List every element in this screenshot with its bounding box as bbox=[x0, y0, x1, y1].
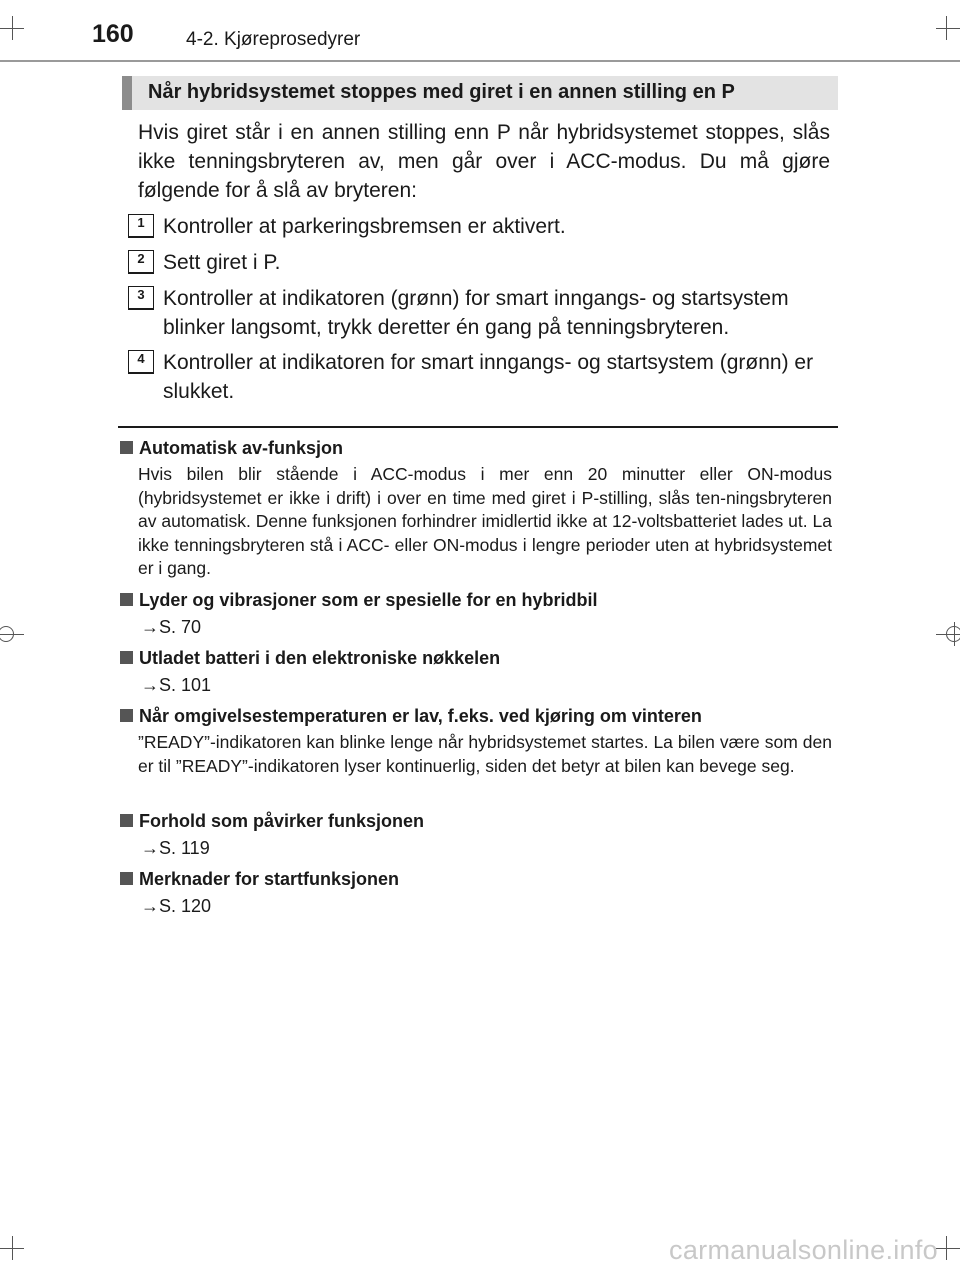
crop-mark bbox=[954, 622, 955, 646]
note-title: Forhold som påvirker funksjonen bbox=[139, 811, 425, 831]
crop-mark bbox=[12, 16, 13, 40]
step-text: Kontroller at indikatoren (grønn) for smart inngangs- og startsystem blinker langsomt, trykk deretter én gang på tenningsbryteren. bbox=[163, 287, 789, 339]
page-number: 160 bbox=[92, 20, 134, 48]
square-bullet-icon bbox=[120, 651, 133, 664]
note-item bbox=[120, 588, 832, 639]
note-body: ”READY”-indikatoren kan blinke lenge når hybridsystemet startes. La bilen være som den er til ”READY”-indikatoren lyser kontinuerlig, siden det betyr at bilen kan bevege seg. bbox=[138, 732, 832, 776]
note-item bbox=[120, 867, 832, 918]
note-title: Utladet batteri i den elektroniske nøkkelen bbox=[139, 648, 501, 668]
note-title: Automatisk av-funksjon bbox=[139, 438, 344, 458]
step-number-box: 2 bbox=[128, 250, 154, 274]
step-text: Kontroller at parkeringsbremsen er aktivert. bbox=[163, 215, 566, 238]
intro-paragraph: Hvis giret står i en annen stilling enn P når hybridsystemet stoppes, slås ikke tenningsbryteren av, men går over i ACC-modus. Du må gjøre følgende for å slå av bryteren: bbox=[138, 121, 830, 202]
step-number-box: 3 bbox=[128, 286, 154, 310]
watermark: carmanualsonline.info bbox=[669, 1235, 938, 1265]
page-reference-link[interactable]: →S. 101 bbox=[141, 675, 212, 695]
note-heading bbox=[120, 809, 832, 833]
crop-mark bbox=[12, 1236, 13, 1260]
note-heading bbox=[120, 646, 832, 670]
note-title: Merknader for startfunksjonen bbox=[139, 869, 400, 889]
note-item bbox=[120, 704, 832, 778]
section-title: Når hybridsystemet stoppes med giret i en annen stilling en P bbox=[148, 81, 735, 103]
step-number-box: 4 bbox=[128, 350, 154, 374]
step-number-box: 1 bbox=[128, 214, 154, 238]
note-item bbox=[120, 646, 832, 697]
note-heading bbox=[120, 436, 832, 460]
note-body: Hvis bilen blir stående i ACC-modus i mer enn 20 minutter eller ON-modus (hybridsystemet er ikke i drift) i over en time med giret i P-stilling, slås ten-ningsbryteren av automatisk. Denne funksjonen forhindrer imidlertid ikke at 12-voltsbatteriet lades ut. La ikke tenningsbryteren stå i ACC- eller ON-modus i lengre perioder uten at hybridsystemet er i gang. bbox=[138, 464, 832, 578]
note-heading bbox=[120, 704, 832, 728]
crop-mark bbox=[936, 634, 960, 635]
note-title: Lyder og vibrasjoner som er spesielle for en hybridbil bbox=[139, 590, 598, 610]
note-heading bbox=[120, 588, 832, 612]
crop-mark bbox=[0, 634, 24, 635]
chapter-title: 4-2. Kjøreprosedyrer bbox=[186, 29, 361, 50]
square-bullet-icon bbox=[120, 709, 133, 722]
crop-mark bbox=[936, 28, 960, 29]
note-heading bbox=[120, 867, 832, 891]
page-reference-link[interactable]: →S. 120 bbox=[141, 896, 212, 916]
square-bullet-icon bbox=[120, 441, 133, 454]
step-text: Kontroller at indikatoren for smart inngangs- og startsystem (grønn) er slukket. bbox=[163, 351, 814, 403]
note-item bbox=[120, 809, 832, 860]
crop-mark bbox=[936, 1248, 960, 1249]
square-bullet-icon bbox=[120, 814, 133, 827]
square-bullet-icon bbox=[120, 872, 133, 885]
step-text: Sett giret i P. bbox=[163, 251, 281, 274]
page-reference-link[interactable]: →S. 119 bbox=[141, 838, 210, 858]
square-bullet-icon bbox=[120, 593, 133, 606]
crop-mark bbox=[946, 1236, 947, 1260]
note-item bbox=[120, 436, 832, 581]
note-title: Når omgivelsestemperaturen er lav, f.eks. ved kjøring om vinteren bbox=[139, 706, 702, 726]
section-divider bbox=[118, 426, 838, 428]
header-rule bbox=[0, 60, 960, 62]
page-reference-link[interactable]: →S. 70 bbox=[141, 617, 202, 637]
crop-mark bbox=[946, 16, 947, 40]
section-heading-bar bbox=[122, 76, 838, 110]
